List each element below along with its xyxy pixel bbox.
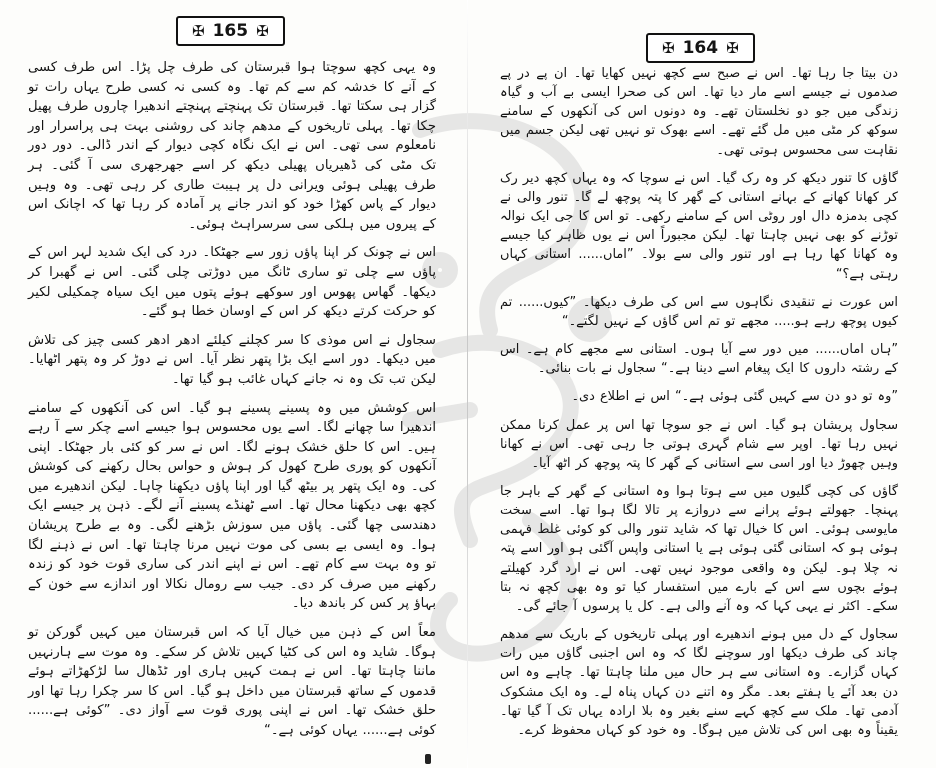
page-body bbox=[28, 58, 436, 750]
paragraph: معاً اس کے ذہن میں خیال آیا کہ اس قبرستان میں کہیں گورکن تو ہوگا۔ شاید وہ اس کی کٹیا کہیں تلاش کر سکے۔ وہ موت سے ہارنہیں ماننا چاہتا تھا۔ اس نے ہمت کہیں ہاری اور ٹڈھال سا لڑکھڑاتے ہوئے قدموں کے ساتھ قبرستان میں داخل ہو گیا۔ اس کا سر چکرا رہا تھا اور حلق خشک تھا۔ اس نے اپنی پوری قوت سے آواز دی۔ ”کوئی ہے...... کوئی ہے...... یہاں کوئی ہے۔“ bbox=[28, 625, 436, 738]
page-number: 164 bbox=[682, 38, 719, 58]
page-number: 165 bbox=[212, 21, 249, 41]
paragraph: ”وہ تو دو دن سے کہیں گئی ہوئی ہے۔“ اس نے اطلاع دی۔ bbox=[571, 389, 898, 405]
paragraph: وہ یہی کچھ سوچتا ہوا قبرستان کی طرف چل پڑا۔ اس طرف کسی کے آنے کا خدشہ کم سے کم تھا۔ وہ کسی نہ کسی طرح یہاں رات تو گزار ہی سکتا تھا۔ قبرستان تک پہنچتے پہنچتے اندھیرا چاروں طرف پھیل چکا تھا۔ پہلی تاریخوں کے مدھم چاند کی روشنی بہت ہی پراسرار اور نامعلوم سی تھی۔ اس نے ایک نگاہ کچی دیوار کے اندر ڈالی۔ دور دور تک مٹی کی ڈھیریاں پھیلی دیکھ کر اسے جھرجھری سی آ گئی۔ ہر طرف پھیلی ہوئی ویرانی دل پر ہیبت طاری کر رہی تھی۔ وہ وہیں دیوار کے پاس کھڑا خود کو اندر جانے پر آمادہ کر رہا تھا کہ اچانک اس کے پیروں میں ہلکی سی سرسراہٹ ہوئی۔ bbox=[28, 60, 436, 232]
paragraph: سجاول کے دل میں ہونے اندھیرے اور پہلی تاریخوں کے باریک سے مدھم چاند کی طرف دیکھا اور سوچنے لگا کہ وہ اس اجنبی گاؤں میں رات کہاں گزارے۔ وہ استانی سے ہر حال میں ملنا چاہتا تھا۔ چاہے وہ اس دن بعد آئے یا ہفتے بعد۔ مگر وہ اتنے دن کہاں پناہ لے۔ وہ ایک مشکوک آدمی تھا۔ ملک سے کچھ کہے سنے بغیر وہ بلا ارادہ یہاں تک آ گیا تھا۔ یقیناً وہ بھی اس کی تلاش میں ہوگا۔ وہ خود کو کہاں محفوظ کرے۔ bbox=[500, 627, 898, 738]
paragraph: دن بیتا جا رہا تھا۔ اس نے صبح سے کچھ نہیں کھایا تھا۔ ان پے در پے صدموں نے جیسے اسے مار دیا تھا۔ اس کی صحرا ایسی بے آب و گیاہ زندگی میں جو دو نخلستان تھے۔ وہ دونوں اس کی آنکھوں کے سامنے سوکھ کر مٹی میں مل گئے تھے۔ اسے بھوک تو نہیں تھی لیکن جسم میں نقاہت سی محسوس ہوتی تھی۔ bbox=[500, 66, 898, 158]
paragraph: گاؤں کی کچی گلیوں میں سے ہوتا ہوا وہ استانی کے گھر کے باہر جا پہنچا۔ جھولتے ہوئے پرانے سے دروازے پر تالا لگا ہوا تھا۔ اسے سخت مایوسی ہوئی۔ اس کا خیال تھا کہ شاید تنور والی کو کوئی غلط فہمی ہوئی ہو کہ استانی گئی ہوئی ہے یا استانی واپس آگئی ہو اور اسے پتہ نہ چلا ہو۔ لیکن وہ واقعی موجود نہیں تھی۔ اس نے ارد گرد کھیلتے ہوئے بچوں سے اس کے بارے میں استفسار کیا تو وہ بھی کچھ نہ بتا سکے۔ اکثر نے یہی کہا کہ وہ آنے والی ہے۔ کل یا پرسوں آ جائے گی۔ bbox=[500, 483, 898, 614]
page-number-box bbox=[176, 16, 285, 46]
paragraph: اس نے چونک کر اپنا پاؤں زور سے جھٹکا۔ درد کی ایک شدید لہر اس کے پاؤں سے چلی تو ساری ٹانگ میں دوڑتی چلی گئی۔ اس نے گھبرا کر دیکھا۔ گھاس پھوس اور سوکھے ہوئے پتوں میں ایک سیاہ چمکیلی لکیر کو حرکت کرتے دیکھ کر اس کے اوسان خطا ہو گئے۔ bbox=[28, 245, 436, 320]
paragraph: اس کوشش میں وہ پسینے پسینے ہو گیا۔ اس کی آنکھوں کے سامنے اندھیرا سا چھانے لگا۔ اسے یوں محسوس ہوا جیسے اسے چکر سے آ رہے ہیں۔ اس کا حلق خشک ہونے لگا۔ اس نے سر کو کئی بار جھٹکا۔ اپنی آنکھوں کو پوری طرح کھول کر ہوش و حواس بحال رکھنے کی کوشش کی۔ وہ ایک پتھر پر بیٹھ گیا اور اپنا پاؤں دیکھنا چاہا۔ لیکن اندھیرے میں کچھ بھی دیکھنا محال تھا۔ اسے ٹھنڈے پسینے آنے لگے۔ ذہن پر جیسے ایک دھندسی چھا گئی۔ پاؤں میں سوزش بڑھنے لگی۔ وہ بے طرح پریشان ہوا۔ وہ ایسی بے بسی کی موت نہیں مرنا چاہتا تھا۔ اس نے ذہنے لگا تو وہ بہت سے کام تھے۔ اس نے اپنے اندر کی ساری قوت خود کو زندہ رکھنے میں صرف کر دی۔ جیب سے رومال نکالا اور اندازے سے خون کے بہاؤ پر کس کر باندھ دیا۔ bbox=[28, 400, 436, 612]
page-number-box bbox=[646, 33, 755, 63]
ornament-icon: ✠ bbox=[726, 38, 739, 57]
page-edge-mark bbox=[425, 754, 431, 764]
ornament-icon: ✠ bbox=[256, 21, 269, 40]
paragraph: سجاول پریشان ہو گیا۔ اس نے جو سوچا تھا اس پر عمل کرنا ممکن نہیں رہا تھا۔ اوپر سے شام گہری ہوتی جا رہی تھی۔ اس نے کھانا وہیں چھوڑ دیا اور اسی سے استانی کے گھر کا پتہ پوچھ کر اٹھ آیا۔ bbox=[500, 417, 898, 471]
paragraph: سجاول نے اس موذی کا سر کچلنے کیلئے ادھر ادھر کسی چیز کی تلاش میں دیکھا۔ دور اسے ایک بڑا پتھر نظر آیا۔ اس نے دوڑ کر وہ پتھر اٹھایا۔ لیکن تب تک وہ نہ جانے کہاں غائب ہو گیا تھا۔ bbox=[28, 332, 436, 387]
paragraph: ”ہاں اماں...... میں دور سے آیا ہوں۔ استانی سے مجھے کام ہے۔ اس کے رشتہ داروں کا ایک پیغام اسے دینا ہے۔“ سجاول نے بات بنائی۔ bbox=[500, 342, 898, 377]
right-page bbox=[468, 0, 936, 768]
ornament-icon: ✠ bbox=[192, 21, 205, 40]
page-body bbox=[500, 64, 898, 749]
ornament-icon: ✠ bbox=[662, 38, 675, 57]
paragraph: اس عورت نے تنقیدی نگاہوں سے اس کی طرف دیکھا۔ ”کیوں...... تم کیوں پوچھ رہے ہو..... مجھے تو تم اس گاؤں کے نہیں لگتے۔“ bbox=[500, 294, 898, 329]
paragraph: گاؤں کا تنور دیکھ کر وہ رک گیا۔ اس نے سوچا کہ وہ یہاں کچھ دیر رک کر کھانا کھانے کے بہانے استانی کے گھر کا پتہ پوچھ لے گا۔ تنور والی نے کچی بدمزہ دال اور روٹی اس کے سامنے رکھی۔ تو اس کا جی ایک نوالہ توڑنے کو بھی نہیں چاہتا تھا۔ لیکن مجبوراً اس نے یوں ظاہر کیا جیسے وہ کھانا کھا رہا ہے اور تنور والی سے بولا۔ ”اماں...... استانی کہاں رہتی ہے؟“ bbox=[500, 170, 898, 282]
